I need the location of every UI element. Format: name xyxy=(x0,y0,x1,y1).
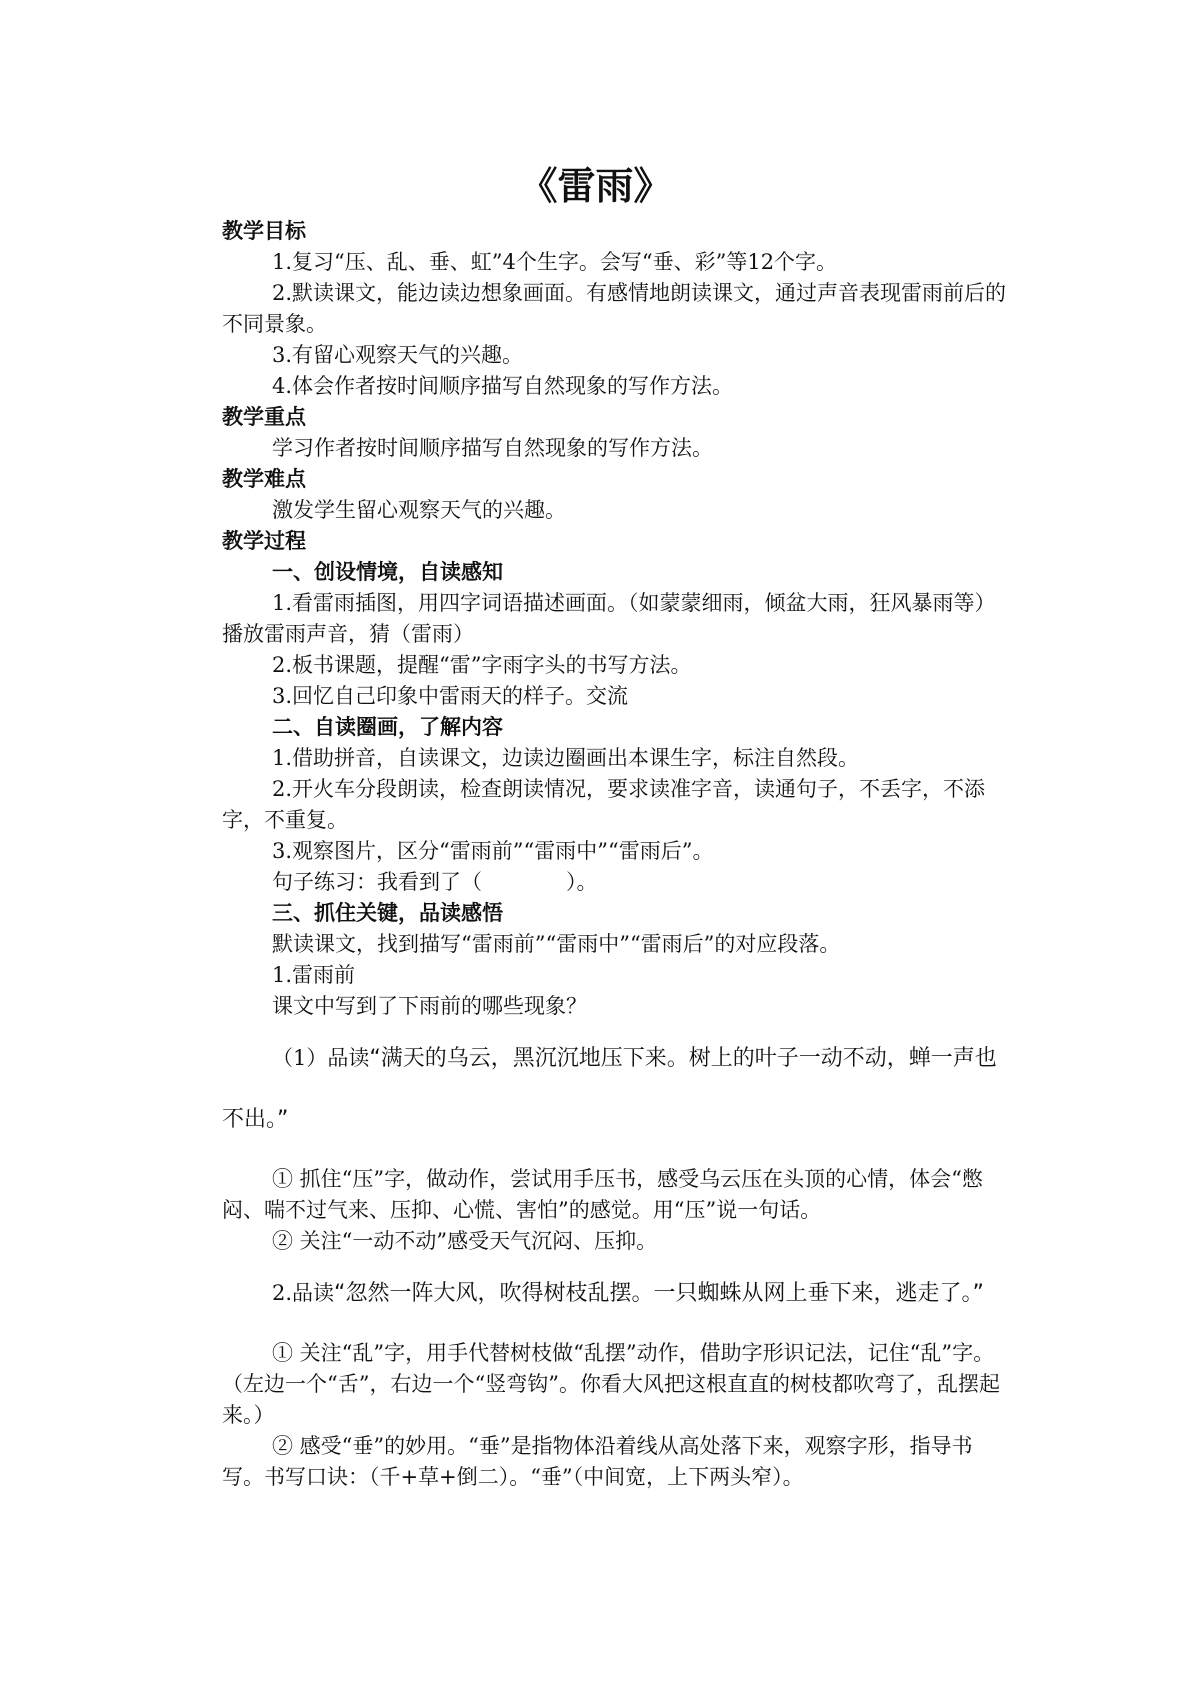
process-item: 句子练习：我看到了（ ）。 xyxy=(272,870,598,894)
reading-quote-2 xyxy=(222,1263,1012,1324)
process-item: 3.观察图片，区分“雷雨前”“雷雨中”“雷雨后”。 xyxy=(272,839,714,863)
process-question: 课文中写到了下雨前的哪些现象？ xyxy=(272,994,587,1018)
goal-item: 2.默读课文，能边读边想象画面。有感情地朗读课文，通过声音表现雷雨前后的不同景象。 xyxy=(222,281,1007,336)
document-body xyxy=(222,216,1012,1493)
section-heading-process: 教学过程 xyxy=(222,529,306,553)
reading-prefix: 2.品读 xyxy=(272,1281,335,1305)
quoted-sentence: “忽然一阵大风，吹得树枝乱摆。一只蜘蛛从网上垂下来，逃走了。” xyxy=(334,1281,984,1306)
reading-prefix: （1）品读 xyxy=(272,1046,370,1070)
quoted-sentence: “满天的乌云，黑沉沉地压下来。树上的叶子一动不动，蝉一声也不出。” xyxy=(222,1046,997,1132)
reading-quote-1 xyxy=(222,1028,1012,1150)
reading-point: ① 抓住“压”字，做动作，尝试用手压书，感受乌云压在头顶的心情，体会“憋闷、喘不过气来、压抑、心慌、害怕”的感觉。用“压”说一句话。 xyxy=(222,1167,983,1222)
goal-item: 4.体会作者按时间顺序描写自然现象的写作方法。 xyxy=(272,374,734,398)
process-item: 3.回忆自己印象中雷雨天的样子。交流 xyxy=(272,684,629,708)
process-item: 1.看雷雨插图，用四字词语描述画面。（如蒙蒙细雨，倾盆大雨，狂风暴雨等）播放雷雨声音，猜（雷雨） xyxy=(222,591,996,646)
section-heading-goals: 教学目标 xyxy=(222,219,306,243)
reading-point: ② 关注“一动不动”感受天气沉闷、压抑。 xyxy=(272,1229,658,1253)
reading-point: ① 关注“乱”字，用手代替树枝做“乱摆”动作，借助字形识记法，记住“乱”字。（左边一个“舌”，右边一个“竖弯钩”。你看大风把这根直直的树枝都吹弯了，乱摆起来。） xyxy=(222,1341,1000,1427)
reading-point: ② 感受“垂”的妙用。“垂”是指物体沿着线从高处落下来，观察字形，指导书写。书写口诀：（千+草+倒二）。“垂”（中间宽，上下两头窄）。 xyxy=(222,1434,973,1489)
process-subheading: 1.雷雨前 xyxy=(272,963,356,987)
process-item: 1.借助拼音，自读课文，边读边圈画出本课生字，标注自然段。 xyxy=(272,746,860,770)
process-part2-heading: 二、自读圈画，了解内容 xyxy=(272,715,503,739)
difficulty-text: 激发学生留心观察天气的兴趣。 xyxy=(272,498,566,522)
section-heading-difficulty: 教学难点 xyxy=(222,467,306,491)
focus-text: 学习作者按时间顺序描写自然现象的写作方法。 xyxy=(272,436,713,460)
goal-item: 3.有留心观察天气的兴趣。 xyxy=(272,343,524,367)
section-heading-focus: 教学重点 xyxy=(222,405,306,429)
process-part1-heading: 一、创设情境，自读感知 xyxy=(272,560,503,584)
process-intro: 默读课文，找到描写“雷雨前”“雷雨中”“雷雨后”的对应段落。 xyxy=(272,932,841,956)
goal-item: 1.复习“压、乱、垂、虹”4个生字。会写“垂、彩”等12个字。 xyxy=(272,250,838,274)
process-item: 2.开火车分段朗读，检查朗读情况，要求读准字音，读通句子，不丢字，不添字，不重复。 xyxy=(222,777,986,832)
process-part3-heading: 三、抓住关键，品读感悟 xyxy=(272,901,503,925)
document-title: 《雷雨》 xyxy=(519,164,672,208)
process-item: 2.板书课题，提醒“雷”字雨字头的书写方法。 xyxy=(272,653,692,677)
